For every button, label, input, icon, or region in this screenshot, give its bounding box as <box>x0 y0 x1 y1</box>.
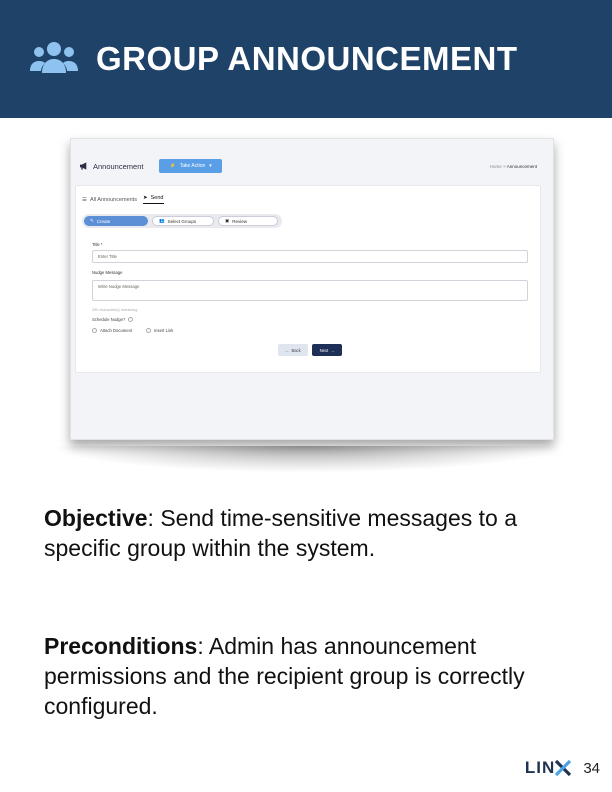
page-footer <box>525 758 600 778</box>
preconditions-label: Preconditions <box>44 633 198 659</box>
send-icon: ➤ <box>143 195 148 201</box>
step-select-groups[interactable]: 👥 Select Groups <box>152 216 214 226</box>
step-review[interactable]: ▣ Review <box>218 216 278 226</box>
tab-send[interactable]: ➤ Send <box>143 195 163 204</box>
app-header <box>75 151 551 181</box>
tab-bar <box>82 195 164 204</box>
objective-label: Objective <box>44 505 148 531</box>
page-number: 34 <box>583 759 600 777</box>
nudge-message-label: Nudge Message <box>92 270 123 275</box>
list-icon: ☰ <box>82 196 87 203</box>
objective-paragraph <box>44 503 584 563</box>
schedule-nudge-toggle[interactable]: Schedule Nudge? <box>92 317 133 322</box>
comments-icon: ▣ <box>225 218 230 223</box>
title-input[interactable]: Enter Title <box>92 250 528 263</box>
bolt-icon: ⚡ <box>169 163 176 169</box>
preconditions-text: : Admin has announcement permissions and the recipient group is correctly configured. <box>44 633 525 719</box>
preconditions-paragraph <box>44 631 584 721</box>
users-icon <box>30 39 78 79</box>
chevron-down-icon: ▾ <box>209 163 212 169</box>
megaphone-icon <box>80 162 89 170</box>
radio-icon <box>146 328 151 333</box>
announcement-card <box>75 185 541 373</box>
screenshot-shadow <box>56 446 556 472</box>
arrow-left-icon: ← <box>285 347 290 353</box>
back-button[interactable]: ← Back <box>278 344 308 356</box>
users-icon: 👥 <box>159 218 165 223</box>
arrow-right-icon: → <box>330 347 335 353</box>
insert-link-option[interactable]: Insert Link <box>146 328 173 333</box>
breadcrumb: Home > Announcement <box>489 163 537 169</box>
app-title-label: Announcement <box>93 161 144 171</box>
attach-document-option[interactable]: Attach Document <box>92 328 132 333</box>
app-title <box>80 162 143 171</box>
toggle-icon <box>128 317 133 322</box>
radio-icon <box>92 328 97 333</box>
app-screenshot <box>70 138 554 440</box>
wrench-icon: ✎ <box>90 218 94 223</box>
step-create[interactable]: ✎ Create <box>84 216 148 226</box>
title-label: Title * <box>92 242 103 247</box>
take-action-button[interactable]: ⚡ Take Action ▾ <box>159 159 221 173</box>
linx-logo: LIN <box>525 758 571 778</box>
wizard-steps <box>82 214 282 228</box>
page-banner <box>0 0 612 118</box>
character-count-hint: 250 character(s) remaining <box>92 308 138 312</box>
breadcrumb-home[interactable]: Home <box>489 163 502 169</box>
breadcrumb-current: Announcement <box>506 163 537 169</box>
next-button[interactable]: Next → <box>312 344 342 356</box>
x-logo-icon <box>555 760 571 776</box>
objective-text: : Send time-sensitive messages to a specific group within the system. <box>44 505 517 561</box>
tab-all-announcements[interactable]: ☰ All Announcements <box>82 196 138 203</box>
page-title: GROUP ANNOUNCEMENT <box>96 40 518 77</box>
nudge-message-textarea[interactable]: Write Nudge Message <box>92 280 528 301</box>
